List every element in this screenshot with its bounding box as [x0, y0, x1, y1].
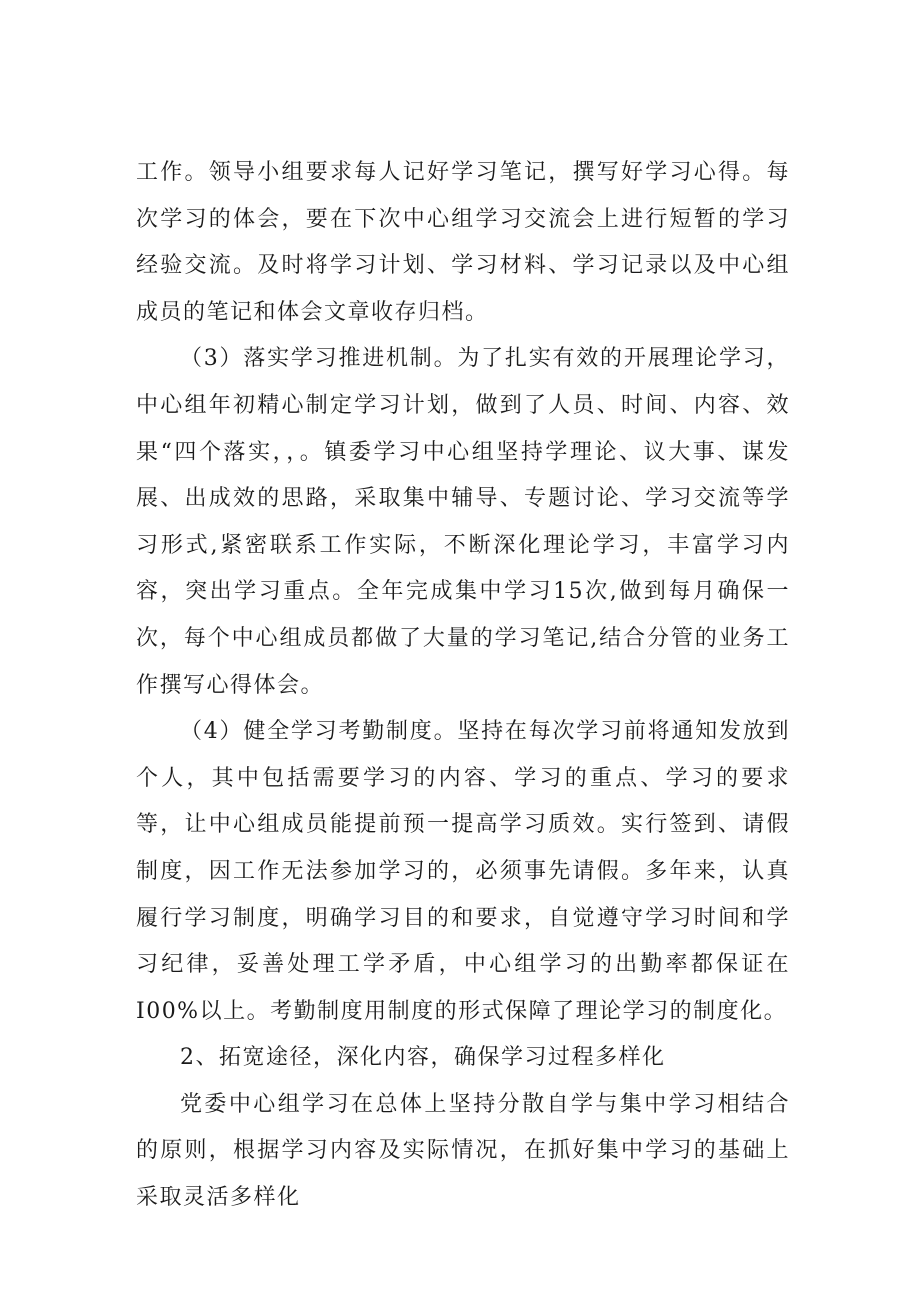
document-body	[136, 150, 790, 1222]
paragraph-study-notes: 工作。领导小组要求每人记好学习笔记，撰写好学习心得。每次学习的体会，要在下次中心组学习交流会上进行短暂的学习经验交流。及时将学习计划、学习材料、学习记录以及中心组成员的笔记和体会文章收存归档。	[136, 160, 790, 325]
paragraph-study-mechanism: （3）落实学习推进机制。为了扎实有效的开展理论学习，中心组年初精心制定学习计划，做到了人员、时间、内容、效果“四个落实，，。镇委学习中心组坚持学理论、议大事、谋发展、出成效的思路，采取集中辅导、专题讨论、学习交流等学习形式,紧密联系工作实际，不断深化理论学习，丰富学习内容，突出学习重点。全年完成集中学习15次,做到每月确保一次，每个中心组成员都做了大量的学习笔记,结合分管的业务工作撰写心得体会。	[136, 346, 790, 698]
paragraph-attendance-system: （4）健全学习考勤制度。坚持在每次学习前将通知发放到个人，其中包括需要学习的内容、学习的重点、学习的要求等，让中心组成员能提前预一提高学习质效。实行签到、请假制度，因工作无法参加学习的，必须事先请假。多年来，认真履行学习制度，明确学习目的和要求，自觉遵守学习时间和学习纪律，妥善处理工学矛盾，中心组学习的出勤率都保证在I00%以上。考勤制度用制度的形式保障了理论学习的制度化。	[136, 719, 790, 1024]
paragraph-party-committee-study: 党委中心组学习在总体上坚持分散自学与集中学习相结合的原则，根据学习内容及实际情况，在抓好集中学习的基础上采取灵活多样化	[136, 1091, 790, 1211]
section-heading-broaden-channels: 2、拓宽途径，深化内容，确保学习过程多样化	[180, 1045, 666, 1071]
